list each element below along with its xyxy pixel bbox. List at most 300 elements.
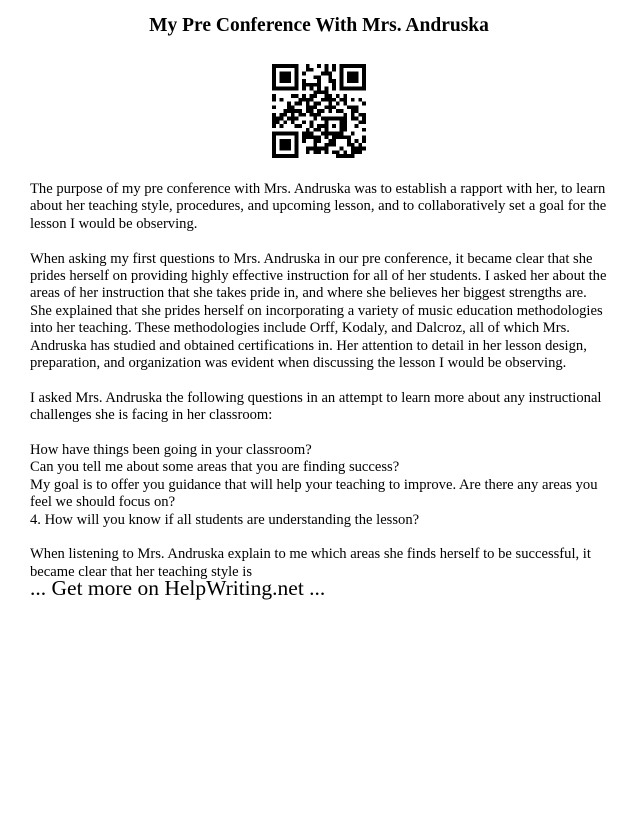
qr-module — [340, 75, 344, 79]
question-list — [30, 442, 610, 529]
qr-module — [287, 105, 291, 109]
qr-module — [347, 64, 351, 68]
qr-module — [362, 79, 366, 83]
qr-module — [272, 79, 276, 83]
qr-module — [328, 79, 332, 83]
qr-module — [362, 64, 366, 68]
qr-module — [355, 72, 359, 76]
qr-module — [347, 105, 351, 109]
qr-module — [351, 79, 355, 83]
qr-module — [332, 79, 336, 83]
qr-module — [280, 143, 284, 147]
qr-code-graphic — [272, 64, 366, 158]
qr-module — [295, 75, 299, 79]
qr-module — [358, 147, 362, 151]
paragraph-question-intro: I asked Mrs. Andruska the following questions in an attempt to learn more about any instructional challenges she is facing in her classroom: — [30, 389, 602, 424]
qr-module — [325, 143, 329, 147]
qr-module — [340, 147, 344, 151]
question-item: My goal is to offer you guidance that will help your teaching to improve. Are there any areas you feel we should focus on? — [30, 476, 598, 511]
qr-module — [362, 102, 366, 106]
qr-module — [317, 128, 321, 132]
qr-module — [306, 109, 310, 113]
qr-module — [362, 135, 366, 139]
qr-module — [343, 102, 347, 106]
qr-module — [321, 90, 325, 94]
qr-module — [295, 143, 299, 147]
qr-module — [325, 132, 329, 136]
qr-module — [313, 75, 317, 79]
qr-module — [313, 150, 317, 154]
qr-module — [343, 128, 347, 132]
qr-module — [287, 117, 291, 121]
qr-module — [325, 120, 329, 124]
qr-module — [362, 72, 366, 76]
qr-module — [310, 98, 314, 102]
qr-module — [283, 154, 287, 158]
qr-module — [283, 120, 287, 124]
qr-module — [340, 132, 344, 136]
qr-module — [287, 132, 291, 136]
qr-module — [295, 147, 299, 151]
qr-module — [291, 105, 295, 109]
qr-module — [332, 64, 336, 68]
qr-module — [302, 72, 306, 76]
qr-module — [306, 98, 310, 102]
qr-module — [287, 109, 291, 113]
qr-module — [362, 75, 366, 79]
qr-module — [321, 109, 325, 113]
qr-module — [295, 83, 299, 87]
qr-module — [343, 135, 347, 139]
qr-module — [332, 117, 336, 121]
qr-module — [313, 94, 317, 98]
qr-module — [332, 124, 336, 128]
qr-module — [280, 79, 284, 83]
qr-module — [295, 94, 299, 98]
qr-module — [328, 98, 332, 102]
qr-module — [362, 120, 366, 124]
qr-module — [280, 124, 284, 128]
qr-module — [291, 132, 295, 136]
qr-module — [355, 117, 359, 121]
qr-module — [355, 124, 359, 128]
qr-module — [295, 132, 299, 136]
qr-module — [310, 83, 314, 87]
qr-module — [272, 87, 276, 91]
qr-module — [343, 154, 347, 158]
qr-module — [332, 83, 336, 87]
qr-module — [283, 75, 287, 79]
qr-module — [280, 139, 284, 143]
qr-module — [347, 154, 351, 158]
qr-module — [325, 105, 329, 109]
qr-module — [343, 120, 347, 124]
qr-module — [321, 124, 325, 128]
qr-module — [310, 87, 314, 91]
qr-module — [343, 117, 347, 121]
qr-module — [306, 102, 310, 106]
qr-module — [317, 124, 321, 128]
qr-module — [351, 132, 355, 136]
qr-module — [317, 75, 321, 79]
qr-module — [332, 132, 336, 136]
qr-module — [302, 83, 306, 87]
qr-module — [362, 83, 366, 87]
qr-module — [291, 113, 295, 117]
qr-module — [317, 139, 321, 143]
qr-module — [291, 87, 295, 91]
qr-module — [340, 120, 344, 124]
qr-module — [355, 139, 359, 143]
qr-module — [295, 68, 299, 72]
qr-module — [321, 117, 325, 121]
qr-module — [325, 68, 329, 72]
qr-module — [358, 120, 362, 124]
qr-module — [340, 109, 344, 113]
qr-module — [355, 64, 359, 68]
qr-module — [306, 68, 310, 72]
paragraph-purpose: The purpose of my pre conference with Mrs. Andruska was to establish a rapport with her, to learn about her teaching style, procedures, and upcoming lesson, and to collaboratively set a goal for the lesson I would be observing. — [30, 181, 607, 232]
qr-module — [280, 64, 284, 68]
qr-module — [362, 68, 366, 72]
qr-module — [340, 117, 344, 121]
qr-module — [283, 143, 287, 147]
qr-module — [340, 154, 344, 158]
qr-module — [336, 94, 340, 98]
qr-module — [283, 147, 287, 151]
question-item: Can you tell me about some areas that you are finding success? — [30, 459, 400, 476]
qr-module — [321, 98, 325, 102]
qr-module — [328, 105, 332, 109]
qr-module — [325, 64, 329, 68]
qr-module — [298, 98, 302, 102]
qr-module — [328, 94, 332, 98]
qr-module — [306, 105, 310, 109]
qr-module — [283, 79, 287, 83]
qr-module — [302, 113, 306, 117]
qr-module — [313, 83, 317, 87]
qr-module — [310, 94, 314, 98]
qr-module — [325, 147, 329, 151]
qr-module — [340, 128, 344, 132]
qr-module — [272, 94, 276, 98]
qr-module — [362, 139, 366, 143]
qr-module — [287, 139, 291, 143]
qr-module — [280, 117, 284, 121]
qr-module — [325, 94, 329, 98]
qr-module — [298, 124, 302, 128]
qr-module — [332, 150, 336, 154]
qr-module — [362, 147, 366, 151]
qr-module — [313, 139, 317, 143]
qr-module — [272, 154, 276, 158]
qr-module — [336, 154, 340, 158]
qr-module — [328, 143, 332, 147]
qr-module — [313, 90, 317, 94]
qr-module — [291, 117, 295, 121]
qr-module — [313, 117, 317, 121]
qr-module — [302, 98, 306, 102]
qr-module — [287, 87, 291, 91]
qr-module — [272, 135, 276, 139]
qr-module — [280, 75, 284, 79]
document-title: My Pre Conference With Mrs. Andruska — [149, 15, 489, 36]
qr-module — [295, 72, 299, 76]
qr-module — [347, 87, 351, 91]
qr-module — [332, 68, 336, 72]
qr-module — [347, 72, 351, 76]
qr-module — [358, 143, 362, 147]
qr-module — [302, 139, 306, 143]
qr-module — [313, 102, 317, 106]
qr-module — [295, 135, 299, 139]
qr-module — [325, 135, 329, 139]
qr-module — [351, 143, 355, 147]
qr-module — [351, 87, 355, 91]
qr-module — [321, 72, 325, 76]
qr-module — [287, 72, 291, 76]
qr-module — [272, 143, 276, 147]
qr-module — [295, 79, 299, 83]
qr-module — [325, 128, 329, 132]
qr-module — [272, 150, 276, 154]
qr-module — [306, 128, 310, 132]
qr-module — [295, 139, 299, 143]
qr-module — [336, 102, 340, 106]
qr-module — [317, 64, 321, 68]
qr-module — [355, 109, 359, 113]
qr-module — [287, 79, 291, 83]
qr-module — [276, 87, 280, 91]
qr-module — [287, 147, 291, 151]
qr-module — [340, 83, 344, 87]
qr-module — [362, 128, 366, 132]
qr-module — [298, 102, 302, 106]
qr-module — [287, 143, 291, 147]
qr-module — [317, 135, 321, 139]
qr-module — [351, 105, 355, 109]
qr-module — [340, 87, 344, 91]
qr-module — [276, 117, 280, 121]
qr-module — [355, 147, 359, 151]
qr-module — [310, 132, 314, 136]
qr-module — [295, 64, 299, 68]
qr-module — [317, 113, 321, 117]
qr-module — [280, 98, 284, 102]
qr-module — [306, 147, 310, 151]
qr-module — [317, 90, 321, 94]
qr-module — [287, 75, 291, 79]
qr-module — [291, 64, 295, 68]
qr-module — [306, 64, 310, 68]
qr-module — [295, 87, 299, 91]
qr-module — [280, 113, 284, 117]
qr-module — [321, 147, 325, 151]
qr-module — [317, 150, 321, 154]
qr-module — [295, 109, 299, 113]
qr-module — [358, 98, 362, 102]
qr-module — [340, 72, 344, 76]
qr-code-icon — [272, 64, 366, 158]
qr-module — [351, 113, 355, 117]
qr-module — [328, 132, 332, 136]
qr-module — [358, 113, 362, 117]
qr-module — [310, 124, 314, 128]
qr-module — [328, 102, 332, 106]
qr-module — [340, 98, 344, 102]
qr-module — [328, 72, 332, 76]
qr-module — [343, 150, 347, 154]
qr-module — [321, 132, 325, 136]
qr-module — [332, 98, 336, 102]
qr-module — [343, 64, 347, 68]
qr-module — [317, 87, 321, 91]
question-item: 4. How will you know if all students are understanding the lesson? — [30, 511, 420, 528]
qr-module — [291, 154, 295, 158]
document-body — [30, 181, 610, 599]
qr-module — [336, 135, 340, 139]
qr-module — [272, 68, 276, 72]
qr-module — [317, 147, 321, 151]
qr-module — [351, 64, 355, 68]
qr-module — [355, 105, 359, 109]
qr-module — [343, 124, 347, 128]
qr-module — [272, 132, 276, 136]
qr-module — [355, 87, 359, 91]
qr-module — [272, 139, 276, 143]
qr-module — [298, 113, 302, 117]
qr-module — [340, 64, 344, 68]
qr-module — [280, 154, 284, 158]
qr-module — [351, 117, 355, 121]
qr-module — [332, 87, 336, 91]
qr-module — [351, 150, 355, 154]
qr-module — [306, 135, 310, 139]
qr-module — [272, 105, 276, 109]
qr-module — [325, 87, 329, 91]
qr-module — [362, 87, 366, 91]
qr-module — [347, 79, 351, 83]
qr-module — [310, 147, 314, 151]
get-more-link[interactable]: ... Get more on HelpWriting.net ... — [30, 576, 326, 600]
qr-module — [283, 72, 287, 76]
qr-module — [276, 132, 280, 136]
qr-module — [272, 147, 276, 151]
qr-module — [328, 117, 332, 121]
qr-module — [302, 132, 306, 136]
qr-module — [306, 150, 310, 154]
qr-module — [287, 102, 291, 106]
qr-module — [351, 109, 355, 113]
qr-module — [332, 139, 336, 143]
qr-module — [283, 87, 287, 91]
qr-module — [317, 83, 321, 87]
qr-module — [287, 64, 291, 68]
qr-module — [295, 154, 299, 158]
qr-module — [336, 117, 340, 121]
qr-module — [313, 113, 317, 117]
qr-module — [340, 68, 344, 72]
qr-module — [347, 75, 351, 79]
qr-module — [351, 75, 355, 79]
qr-module — [280, 72, 284, 76]
qr-module — [276, 64, 280, 68]
qr-module — [325, 150, 329, 154]
qr-module — [332, 105, 336, 109]
qr-module — [358, 87, 362, 91]
qr-module — [291, 109, 295, 113]
qr-module — [362, 113, 366, 117]
qr-module — [328, 75, 332, 79]
qr-module — [295, 102, 299, 106]
qr-module — [317, 79, 321, 83]
qr-module — [313, 135, 317, 139]
qr-module — [313, 105, 317, 109]
qr-module — [272, 120, 276, 124]
qr-module — [283, 132, 287, 136]
qr-module — [347, 139, 351, 143]
qr-module — [272, 124, 276, 128]
qr-module — [355, 79, 359, 83]
qr-module — [306, 83, 310, 87]
qr-module — [325, 124, 329, 128]
qr-module — [328, 139, 332, 143]
qr-module — [325, 90, 329, 94]
qr-module — [347, 135, 351, 139]
qr-module — [310, 120, 314, 124]
qr-module — [351, 72, 355, 76]
qr-module — [340, 124, 344, 128]
qr-module — [358, 64, 362, 68]
qr-module — [276, 120, 280, 124]
qr-module — [272, 64, 276, 68]
qr-module — [355, 75, 359, 79]
qr-module — [310, 135, 314, 139]
qr-module — [336, 132, 340, 136]
qr-module — [313, 147, 317, 151]
qr-module — [347, 143, 351, 147]
qr-module — [310, 113, 314, 117]
qr-module — [295, 117, 299, 121]
qr-module — [343, 98, 347, 102]
qr-module — [325, 117, 329, 121]
qr-module — [340, 79, 344, 83]
paragraph-closing: When listening to Mrs. Andruska explain to me which areas she finds herself to be successful, it became clear that her teaching style is — [30, 546, 591, 580]
qr-module — [272, 72, 276, 76]
qr-module — [272, 117, 276, 121]
qr-module — [336, 109, 340, 113]
qr-module — [351, 147, 355, 151]
qr-module — [328, 109, 332, 113]
qr-module — [351, 154, 355, 158]
qr-module — [283, 113, 287, 117]
qr-module — [291, 94, 295, 98]
qr-module — [302, 135, 306, 139]
qr-module — [291, 120, 295, 124]
qr-module — [343, 113, 347, 117]
qr-module — [280, 87, 284, 91]
qr-module — [302, 94, 306, 98]
qr-module — [332, 135, 336, 139]
qr-module — [283, 139, 287, 143]
qr-module — [317, 109, 321, 113]
qr-module — [306, 132, 310, 136]
qr-module — [317, 102, 321, 106]
qr-module — [276, 154, 280, 158]
qr-module — [310, 105, 314, 109]
qr-module — [302, 120, 306, 124]
qr-module — [280, 147, 284, 151]
